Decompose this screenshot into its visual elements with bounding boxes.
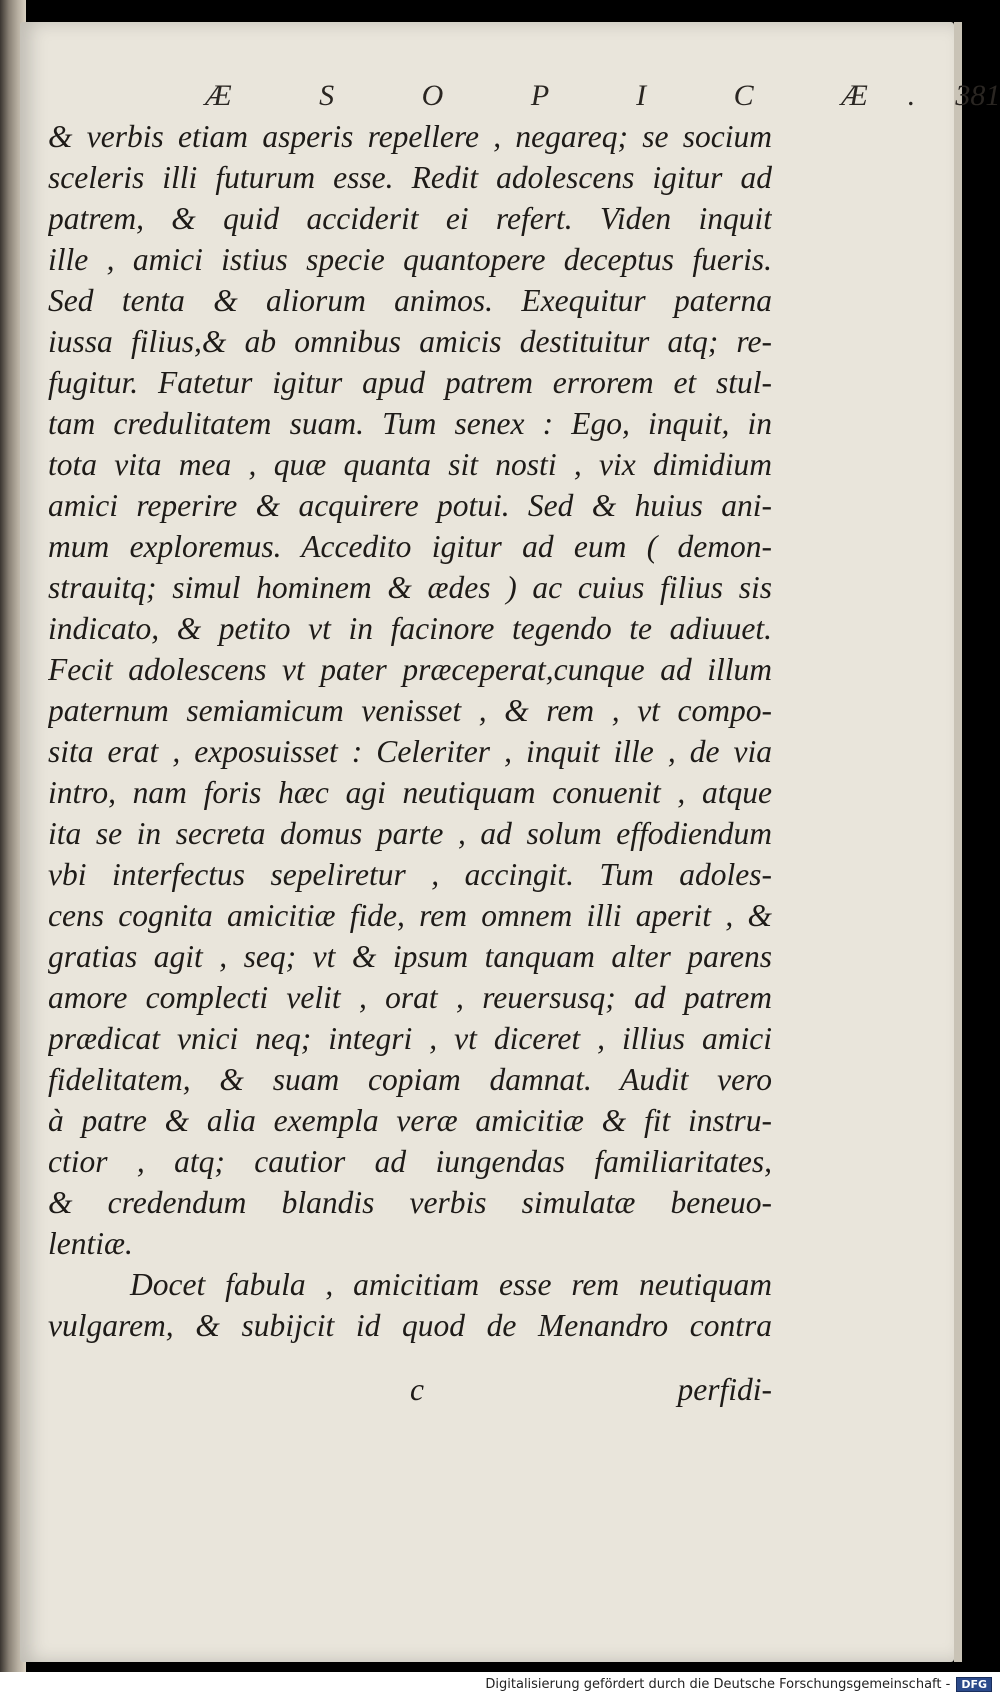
text-line: & credendum blandis verbis simulatæ beneuo- [48,1185,772,1220]
text-line: ctior , atq; cautior ad iungendas familiaritates, [48,1144,772,1179]
text-line: prædicat vnici neq; integri , vt diceret , illius amici [48,1021,772,1056]
credit-bar [0,1672,1000,1697]
text-line: indicato, & petito vt in facinore tegendo te adiuuet. [48,611,772,646]
page-number: 381 [955,79,1000,112]
text-line: amici reperire & acquirere potui. Sed & huius ani- [48,488,772,523]
text-line: vbi interfectus sepeliretur , accingit. Tum adoles- [48,857,772,892]
text-line: sita erat , exposuisset : Celeriter , inquit ille , de via [48,734,772,769]
text-line: lentiæ. [48,1226,133,1261]
text-line: ille , amici istius specie quantopere deceptus fueris. [48,242,772,277]
text-line: fidelitatem, & suam copiam damnat. Audit vero [48,1062,772,1097]
signature-mark: c [410,1372,424,1407]
text-line: paternum semiamicum venisset , & rem , vt compo- [48,693,772,728]
page-edge [954,22,962,1662]
text-line: patrem, & quid acciderit ei refert. Viden inquit [48,201,772,236]
text-line: Fecit adolescens vt pater præceperat,cunque ad illum [48,652,772,687]
moral-line: vulgarem, & subijcit id quod de Menandro contra [48,1308,772,1343]
text-line: intro, nam foris hæc agi neutiquam conuenit , atque [48,775,772,810]
text-line: mum exploremus. Accedito igitur ad eum ( demon- [48,529,772,564]
moral-line: Docet fabula , amicitiam esse rem neutiquam [130,1267,772,1302]
page-header [205,74,1000,118]
text-line: & verbis etiam asperis repellere , negareq; se socium [48,119,772,154]
text-line: ita se in secreta domus parte , ad solum effodiendum [48,816,772,851]
text-line: gratias agit , seq; vt & ipsum tanquam alter parens [48,939,772,974]
text-line: Sed tenta & aliorum animos. Exequitur paterna [48,283,772,318]
credit-text: Digitalisierung gefördert durch die Deutsche Forschungsgemeinschaft - [485,1677,951,1692]
text-line: tam credulitatem suam. Tum senex : Ego, inquit, in [48,406,772,441]
text-line: iussa filius,& ab omnibus amicis destituitur atq; re- [48,324,772,359]
page-footer [48,1372,772,1416]
body-text [48,116,772,1346]
text-line: strauitq; simul hominem & ædes ) ac cuius filius sis [48,570,772,605]
text-line: sceleris illi futurum esse. Redit adolescens igitur ad [48,160,772,195]
text-line: fugitur. Fatetur igitur apud patrem errorem et stul- [48,365,772,400]
text-line: tota vita mea , quæ quanta sit nosti , vix dimidium [48,447,772,482]
text-line: amore complecti velit , orat , reuersusq; ad patrem [48,980,772,1015]
text-line: à patre & alia exempla veræ amicitiæ & fit instru- [48,1103,772,1138]
running-title: Æ S O P I C Æ. [205,79,956,112]
catchword: perfidi- [677,1372,772,1407]
dfg-logo: DFG [956,1677,992,1692]
text-line: cens cognita amicitiæ fide, rem omnem illi aperit , & [48,898,772,933]
